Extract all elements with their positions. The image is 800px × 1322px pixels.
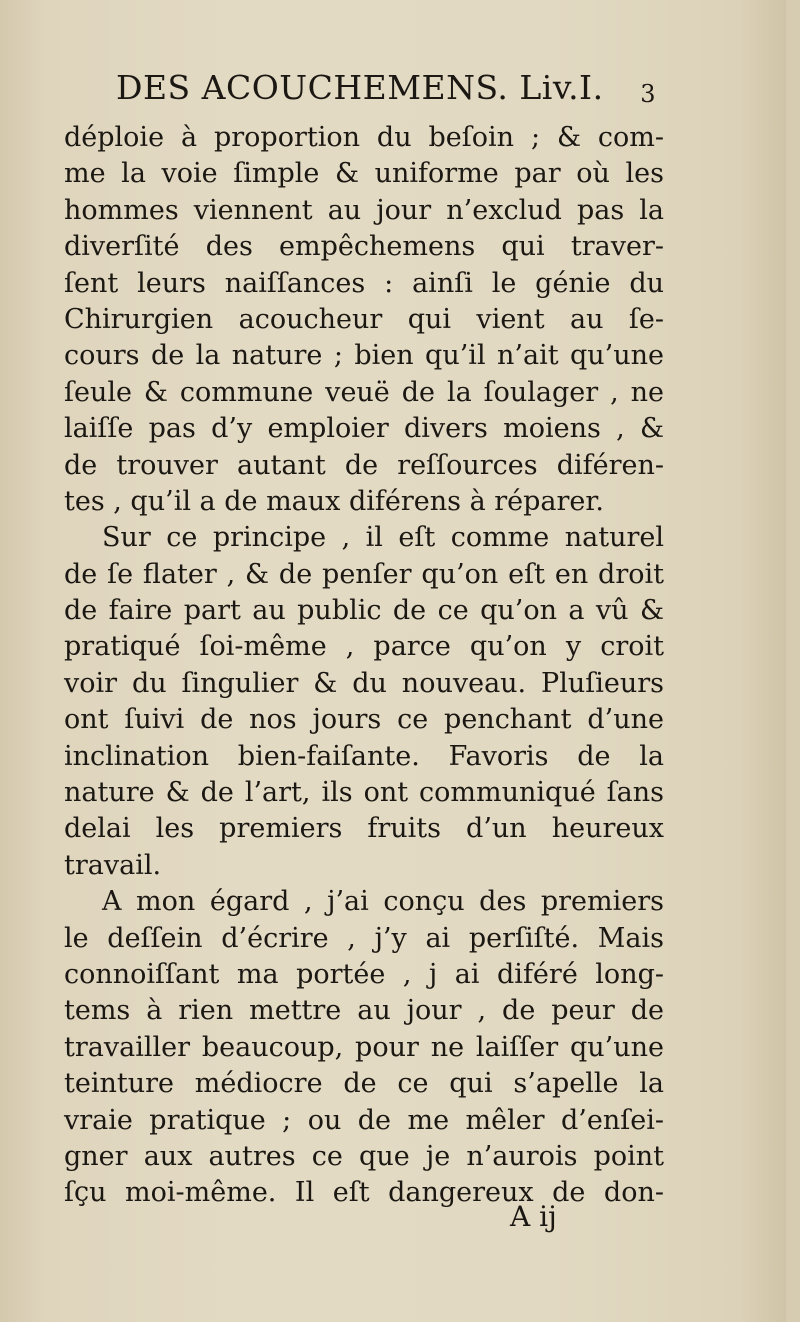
paragraph-3 [64, 884, 664, 1212]
text-line: teinture médiocre de ce qui s’apelle la [64, 1068, 664, 1100]
text-line: le deſſein d’écrire , j’y ai perſiſté. Mais [64, 922, 664, 954]
text-block [64, 60, 664, 1212]
text-line: me la voie ſimple & uniforme par où les [64, 158, 664, 190]
text-line: Sur ce principe , il eſt comme naturel [102, 522, 664, 554]
text-line: A mon égard , j’ai conçu des premiers [102, 886, 664, 918]
text-line: ſeule & commune veuë de la ſoulager , ne [64, 376, 664, 408]
text-line: vraie pratique ; ou de me mêler d’enſei- [64, 1104, 664, 1136]
text-line: tes , qu’il a de maux diférens à réparer. [64, 485, 604, 517]
text-line: de ſe flater , & de penſer qu’on eſt en droit [64, 558, 664, 590]
text-line: gner aux autres ce que je n’aurois point [64, 1140, 664, 1172]
running-head [64, 60, 664, 120]
text-line: connoiſſant ma portée , j ai diféré long- [64, 958, 664, 990]
text-line: ſçu moi-même. Il eſt dangereux de don- [64, 1177, 664, 1209]
text-line: travailler beaucoup, pour ne laiſſer qu’une [64, 1031, 664, 1063]
running-head-title: DES ACOUCHEMENS. Liv.I. [116, 68, 604, 107]
text-line: voir du ſingulier & du nouveau. Pluſieurs [64, 667, 664, 699]
text-line: tems à rien mettre au jour , de peur de [64, 995, 664, 1027]
text-line: ſent leurs naiſſances : ainſi le génie du [64, 267, 664, 299]
text-line: travail. [64, 849, 162, 881]
page-number: 3 [640, 80, 656, 108]
text-line: cours de la nature ; bien qu’il n’ait qu’une [64, 340, 664, 372]
text-line: pratiqué ſoi-même , parce qu’on y croit [64, 631, 664, 663]
text-line: hommes viennent au jour n’exclud pas la [64, 194, 664, 226]
text-line: delai les premiers fruits d’un heureux [64, 813, 664, 845]
text-line: de faire part au public de ce qu’on a vû & [64, 595, 664, 627]
paragraph-2 [64, 520, 664, 884]
text-line: Chirurgien acoucheur qui vient au ſe- [64, 303, 664, 335]
text-line: de trouver autant de reſſources diféren- [64, 449, 664, 481]
text-line: ont ſuivi de nos jours ce penchant d’une [64, 704, 664, 736]
text-line: diverſité des empêchemens qui traver- [64, 231, 664, 263]
paragraph-1 [64, 120, 664, 520]
text-line: nature & de l’art, ils ont communiqué ſans [64, 777, 664, 809]
text-line: inclination bien-faiſante. Favoris de la [64, 740, 664, 772]
signature-mark: A ij [510, 1200, 557, 1233]
text-line: déploie à proportion du beſoin ; & com- [64, 122, 664, 153]
text-line: laiſſe pas d’y emploier divers moiens , & [64, 413, 664, 445]
